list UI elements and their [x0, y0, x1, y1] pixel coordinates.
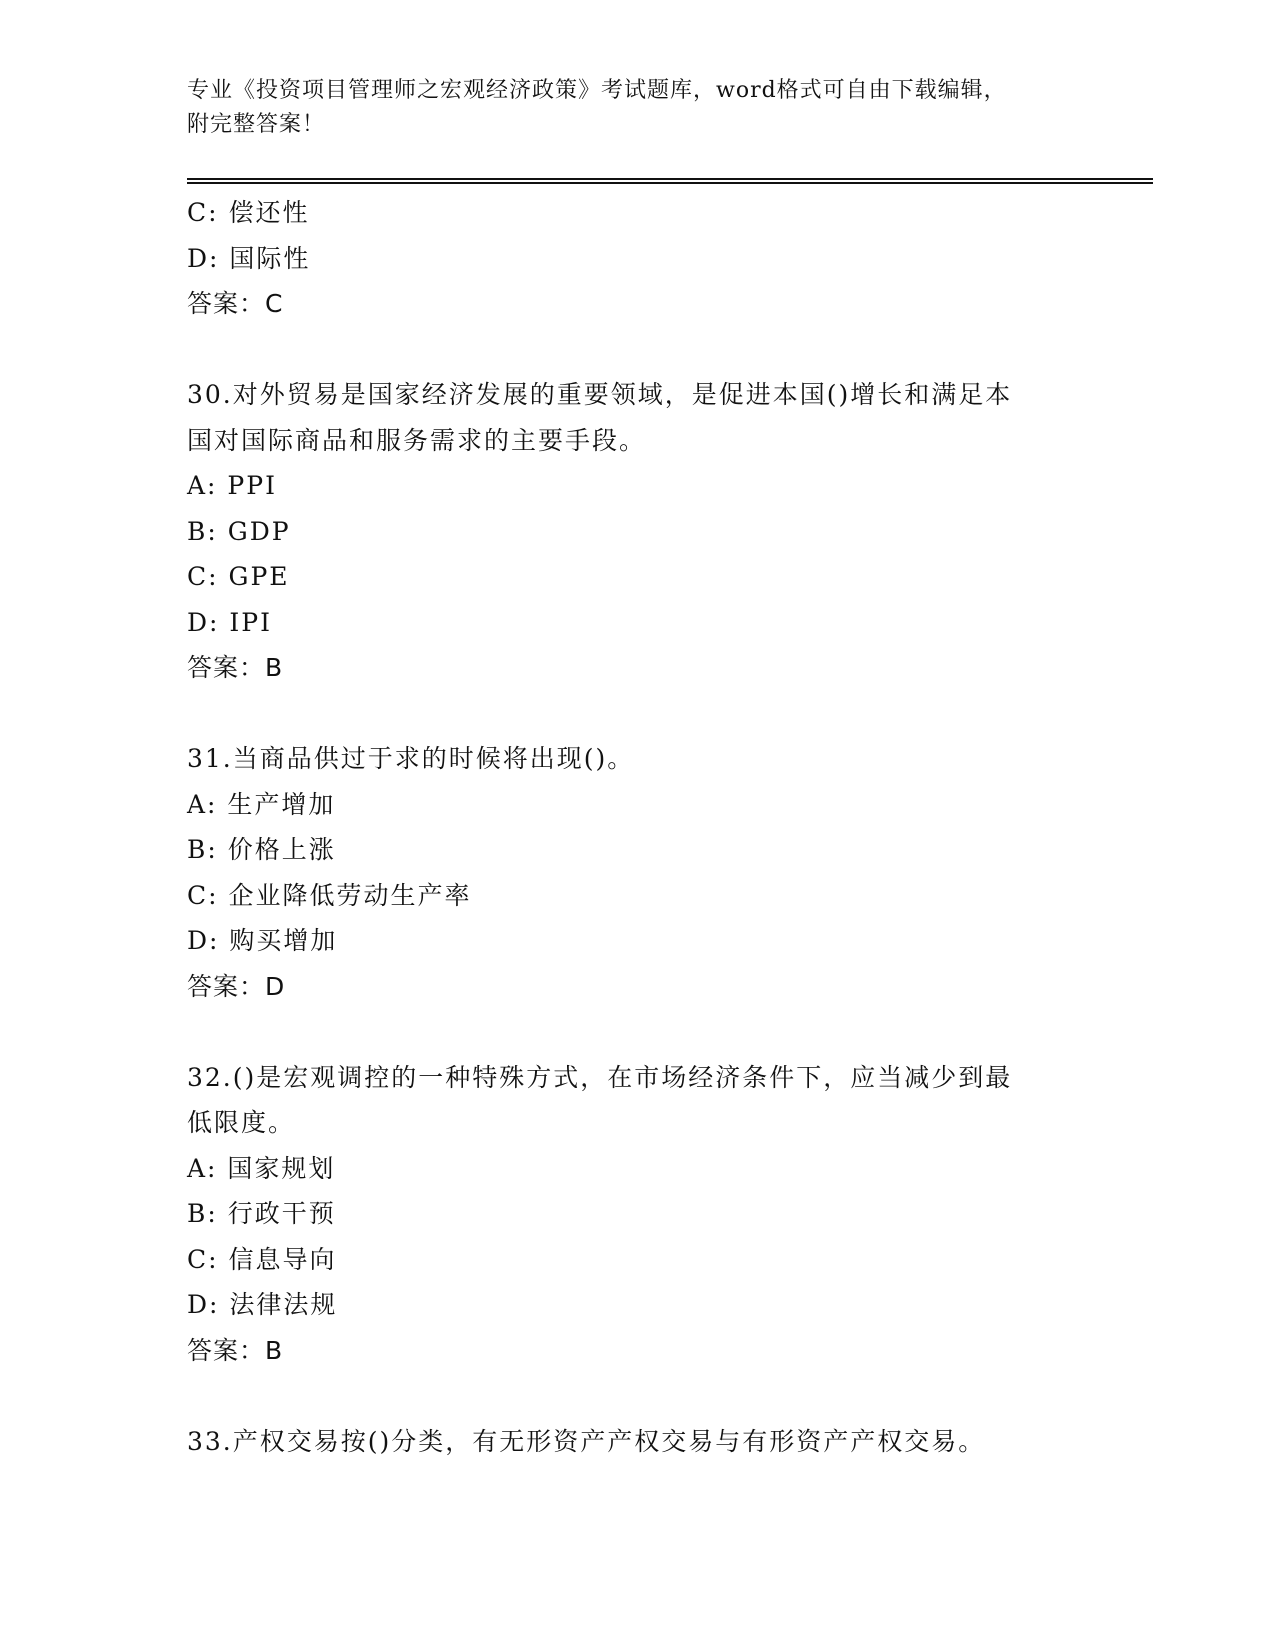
option-d: D: 购买增加: [187, 926, 338, 955]
header-double-rule: [187, 178, 1153, 184]
document-header: [187, 74, 1087, 142]
option-d: D: IPI: [187, 607, 272, 637]
question-32-line-2: 低限度。: [187, 1108, 296, 1137]
option-c: C: 信息导向: [187, 1244, 337, 1274]
spacer: [187, 327, 1087, 373]
question-31-line-1: 31.当商品供过于求的时候将出现()。: [187, 744, 635, 773]
option-b: B: 价格上涨: [187, 835, 336, 864]
question-33-line-1: 33.产权交易按()分类，有无形资产产权交易与有形资产产权交易。: [187, 1426, 986, 1456]
answer-line: 答案：B: [187, 1335, 284, 1365]
option-b: B: GDP: [187, 516, 291, 546]
answer-line: 答案：C: [187, 289, 284, 318]
spacer: [187, 1009, 1087, 1055]
option-c: C: GPE: [187, 562, 290, 591]
option-b: B: 行政干预: [187, 1199, 336, 1228]
option-d: D: 国际性: [187, 243, 311, 273]
answer-line: 答案：B: [187, 653, 284, 682]
spacer: [187, 1373, 1087, 1419]
header-line-2: 附完整答案！: [187, 112, 326, 137]
option-a: A: 生产增加: [187, 789, 336, 819]
option-a: A: PPI: [187, 471, 277, 500]
option-c: C: 偿还性: [187, 198, 310, 227]
question-30-line-1: 30.对外贸易是国家经济发展的重要领域，是促进本国()增长和满足本: [187, 380, 1013, 409]
question-30-line-2: 国对国际商品和服务需求的主要手段。: [187, 425, 647, 455]
option-a: A: 国家规划: [187, 1153, 336, 1183]
header-line-1: 专业《投资项目管理师之宏观经济政策》考试题库，word格式可自由下载编辑，: [187, 78, 1007, 103]
question-content: [187, 190, 1087, 1464]
question-32-line-1: 32.()是宏观调控的一种特殊方式，在市场经济条件下，应当减少到最: [187, 1062, 1013, 1092]
spacer: [187, 691, 1087, 737]
option-c: C: 企业降低劳动生产率: [187, 880, 472, 910]
option-d: D: 法律法规: [187, 1290, 338, 1319]
answer-line: 答案：D: [187, 971, 286, 1001]
